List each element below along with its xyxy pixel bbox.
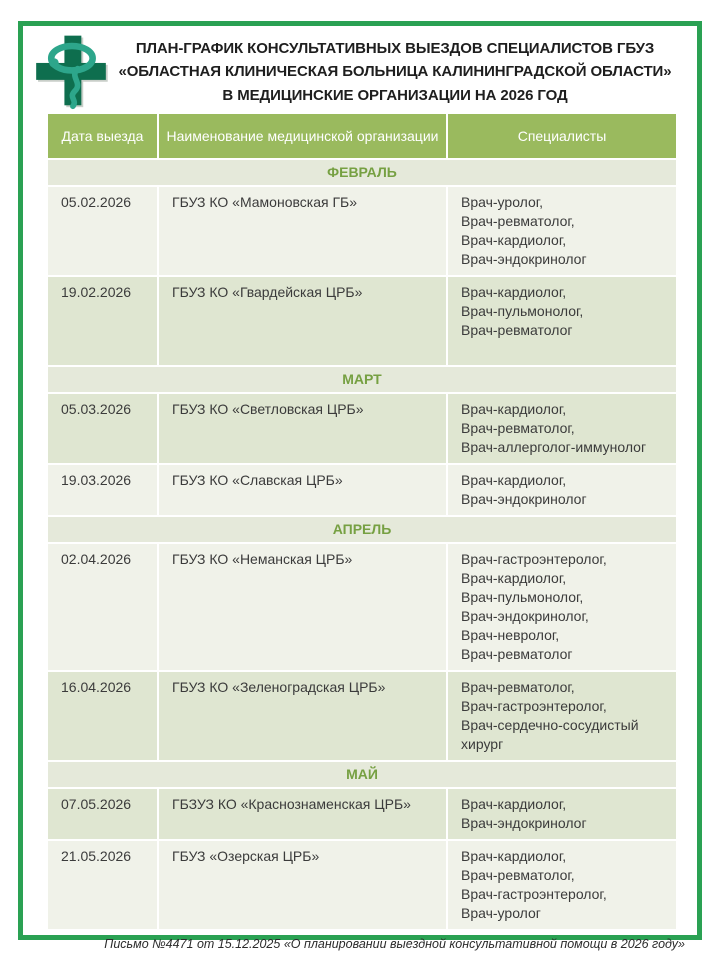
specialists-list	[448, 544, 676, 670]
table-row	[48, 187, 676, 275]
month-row: МАЙ	[48, 762, 676, 787]
specialist-line: Врач-кардиолог,	[461, 400, 567, 417]
table-row	[48, 672, 676, 760]
specialist-line: Врач-уролог	[461, 904, 541, 921]
month-row: МАРТ	[48, 367, 676, 392]
specialist-line: Врач-пульмонолог,	[461, 302, 584, 319]
table-row	[48, 544, 676, 670]
page-title: ПЛАН-ГРАФИК КОНСУЛЬТАТИВНЫХ ВЫЕЗДОВ СПЕЦИАЛИСТОВ ГБУЗ «ОБЛАСТНАЯ КЛИНИЧЕСКАЯ БОЛЬНИЦА КАЛИНИНГРАДСКОЙ ОБЛАСТИ» В МЕДИЦИНСКИЕ ОРГАНИЗАЦИИ НА 2026 ГОД	[118, 40, 672, 104]
column-header-specialists: Специалисты	[448, 114, 676, 158]
table-row	[48, 789, 676, 839]
specialists-list	[448, 187, 676, 275]
table-header-row	[48, 114, 676, 158]
organization-name: ГБУЗ КО «Гвардейская ЦРБ»	[159, 277, 446, 365]
specialist-line: Врач-ревматолог,	[461, 678, 575, 695]
specialists-list	[448, 465, 676, 515]
table-row	[48, 465, 676, 515]
specialist-line	[461, 340, 666, 359]
organization-name: ГБУЗ «Озерская ЦРБ»	[159, 841, 446, 929]
schedule-table	[48, 114, 676, 931]
specialist-line: Врач-кардиолог,	[461, 231, 567, 248]
specialist-line: Врач-гастроэнтеролог,	[461, 697, 607, 714]
organization-name: ГБУЗ КО «Славская ЦРБ»	[159, 465, 446, 515]
specialist-line: Врач-аллерголог-иммунолог	[461, 438, 647, 455]
table-row	[48, 277, 676, 365]
organization-name: ГБУЗ КО «Мамоновская ГБ»	[159, 187, 446, 275]
specialists-list	[448, 672, 676, 760]
visit-date: 16.04.2026	[48, 672, 157, 760]
organization-name: ГБУЗ КО «Светловская ЦРБ»	[159, 394, 446, 463]
specialist-line: Врач-пульмонолог,	[461, 588, 584, 605]
specialist-line: Врач-ревматолог	[461, 645, 573, 662]
medical-cross-snake-icon	[33, 30, 109, 110]
specialist-line: Врач-кардиолог,	[461, 795, 567, 812]
table-body	[48, 160, 676, 929]
visit-date: 21.05.2026	[48, 841, 157, 929]
specialists-list	[448, 841, 676, 929]
specialist-line: Врач-невролог,	[461, 626, 560, 643]
specialist-line: Врач-ревматолог,	[461, 419, 575, 436]
month-row: АПРЕЛЬ	[48, 517, 676, 542]
visit-date: 02.04.2026	[48, 544, 157, 670]
visit-date: 07.05.2026	[48, 789, 157, 839]
visit-date: 19.02.2026	[48, 277, 157, 365]
specialist-line: Врач-гастроэнтеролог,	[461, 550, 607, 567]
specialist-line: Врач-сердечно-сосудистый хирург	[461, 716, 639, 752]
specialist-line: Врач-уролог,	[461, 193, 544, 210]
organization-name: ГБУЗ КО «Зеленоградская ЦРБ»	[159, 672, 446, 760]
specialist-line: Врач-кардиолог,	[461, 471, 567, 488]
specialist-line: Врач-кардиолог,	[461, 569, 567, 586]
visit-date: 19.03.2026	[48, 465, 157, 515]
specialist-line: Врач-кардиолог,	[461, 847, 567, 864]
specialist-line: Врач-ревматолог,	[461, 866, 575, 883]
column-header-date: Дата выезда	[48, 114, 157, 158]
specialists-list	[448, 394, 676, 463]
organization-name: ГБЗУЗ КО «Краснознаменская ЦРБ»	[159, 789, 446, 839]
column-header-organization: Наименование медицинской организации	[159, 114, 446, 158]
specialist-line: Врач-кардиолог,	[461, 283, 567, 300]
specialist-line: Врач-ревматолог	[461, 321, 573, 338]
table-row	[48, 841, 676, 929]
document-header	[23, 26, 697, 111]
specialist-line: Врач-гастроэнтеролог,	[461, 885, 607, 902]
table-row	[48, 394, 676, 463]
specialist-line: Врач-эндокринолог	[461, 814, 587, 831]
specialist-line: Врач-эндокринолог,	[461, 607, 589, 624]
specialist-line: Врач-эндокринолог	[461, 250, 587, 267]
organization-name: ГБУЗ КО «Неманская ЦРБ»	[159, 544, 446, 670]
specialists-list	[448, 789, 676, 839]
specialist-line: Врач-ревматолог,	[461, 212, 575, 229]
specialists-list	[448, 277, 676, 365]
visit-date: 05.03.2026	[48, 394, 157, 463]
specialist-line: Врач-эндокринолог	[461, 490, 587, 507]
footer-note: Письмо №4471 от 15.12.2025 «О планировании выездной консультативной помощи в 2026 году»	[104, 936, 685, 951]
page-frame	[18, 21, 702, 951]
month-row: ФЕВРАЛЬ	[48, 160, 676, 185]
visit-date: 05.02.2026	[48, 187, 157, 275]
